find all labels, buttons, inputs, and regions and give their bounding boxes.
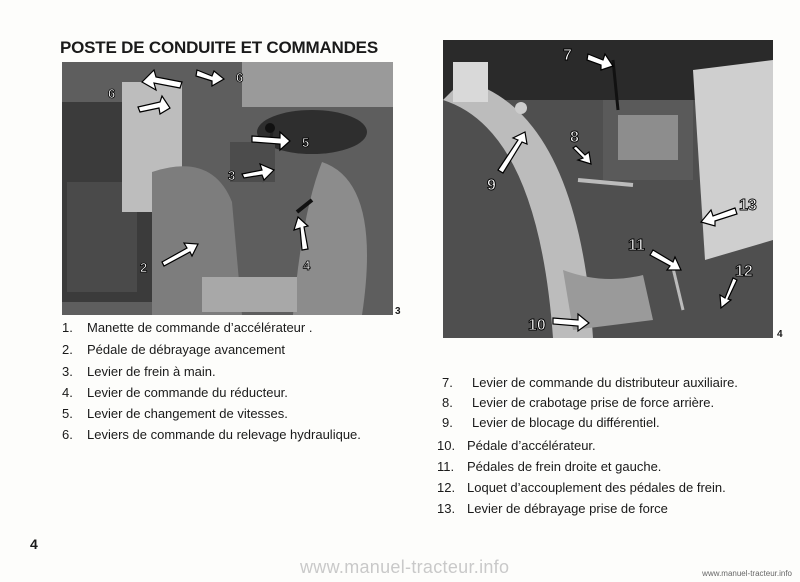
list-item: 9. Levier de blocage du différentiel. (442, 415, 660, 430)
page-number: 4 (30, 536, 38, 552)
list-item: 6. Leviers de commande du relevage hydraulique. (62, 427, 361, 442)
list-item: 11. Pédales de frein droite et gauche. (437, 459, 662, 474)
tractor-controls-photo-right (443, 40, 773, 338)
callout-10: 10 (528, 317, 546, 334)
list-item: 8. Levier de crabotage prise de force arrière. (442, 395, 715, 410)
list-item: 7. Levier de commande du distributeur auxiliaire. (442, 375, 738, 390)
tractor-controls-photo-left (62, 62, 393, 315)
callout-5: 5 (302, 135, 310, 150)
callout-2: 2 (140, 260, 148, 275)
list-item: 2. Pédale de débrayage avancement (62, 342, 286, 357)
photo-right-drawing (443, 40, 773, 338)
list-item: 3. Levier de frein à main. (62, 364, 216, 379)
photo-left-drawing (62, 62, 393, 315)
callout-13: 13 (739, 197, 757, 214)
callout-6a: 6 (108, 86, 116, 101)
page-title: POSTE DE CONDUITE ET COMMANDES (60, 38, 378, 57)
callout-9: 9 (487, 177, 496, 194)
list-item: 4. Levier de commande du réducteur. (62, 385, 288, 400)
callout-8: 8 (570, 129, 579, 146)
callout-12: 12 (735, 263, 753, 280)
list-item: 12. Loquet d’accouplement des pédales de frein. (437, 480, 726, 495)
list-item: 1. Manette de commande d’accélérateur . (62, 320, 313, 335)
figure-number-left: 3 (395, 306, 401, 317)
figure-number-right: 4 (777, 329, 783, 340)
list-item: 13. Levier de débrayage prise de force (437, 501, 668, 516)
list-item: 10. Pédale d’accélérateur. (437, 438, 596, 453)
footer-watermark: www.manuel-tracteur.info (300, 557, 510, 577)
callout-3: 3 (228, 168, 236, 183)
footer-url-small: www.manuel-tracteur.info (702, 569, 792, 578)
callout-7: 7 (563, 47, 572, 64)
callout-6b: 6 (236, 70, 244, 85)
callout-4: 4 (303, 258, 311, 273)
list-item: 5. Levier de changement de vitesses. (62, 406, 288, 421)
callout-11: 11 (628, 237, 645, 254)
